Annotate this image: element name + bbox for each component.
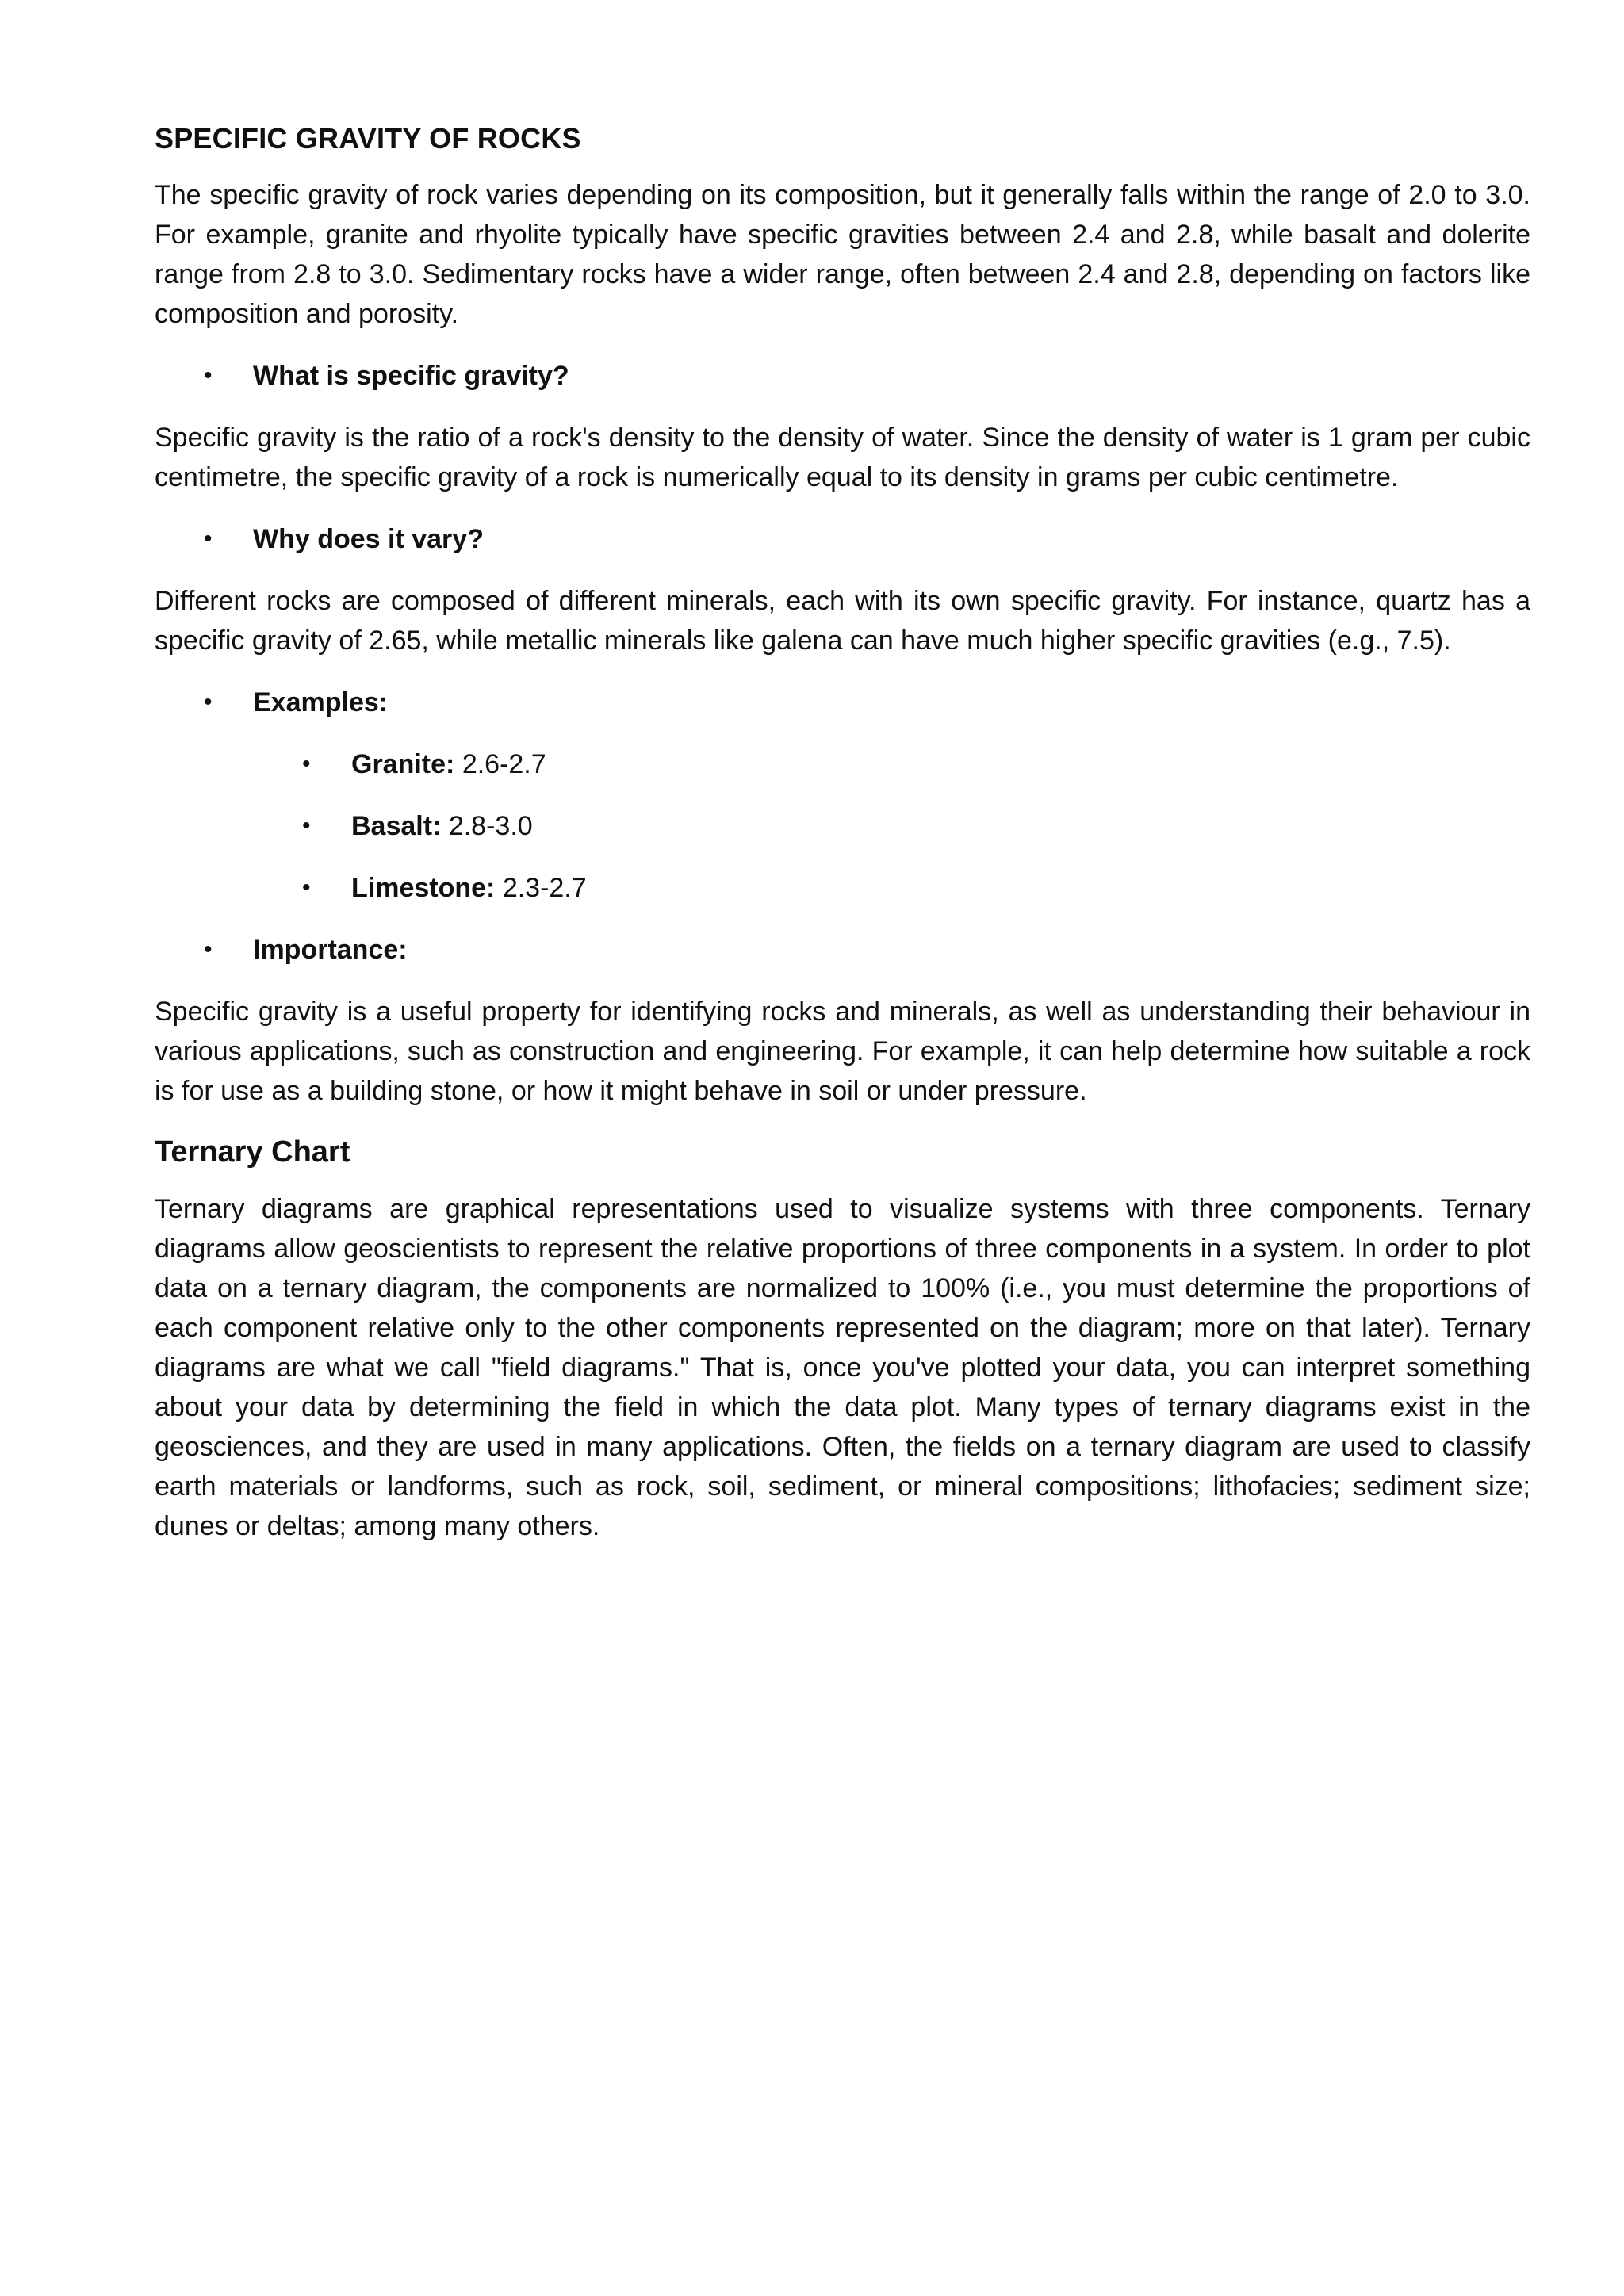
bullet-heading-importance: Importance: [253, 934, 408, 965]
bullet-heading-examples: Examples: [253, 687, 389, 718]
bullet-heading-why: Why does it vary? [253, 523, 484, 554]
page-title: SPECIFIC GRAVITY OF ROCKS [155, 122, 581, 155]
list-item [155, 356, 1530, 396]
section-title-ternary: Ternary Chart [155, 1135, 350, 1169]
example-item-limestone [155, 868, 1530, 908]
list-item [155, 683, 1530, 722]
bullet-icon: • [302, 812, 311, 839]
example-value: 2.6-2.7 [462, 748, 546, 779]
bullet-icon: • [204, 362, 213, 388]
example-value: 2.3-2.7 [502, 872, 587, 903]
intro-paragraph: The specific gravity of rock varies depending on its composition, but it generally falls within the range of 2.0 to 3.0. For example, granite and rhyolite typically have specific gravities between 2.4 and 2.8, while basalt and dolerite range from 2.8 to 3.0. Sedimentary rocks have a wider range, often between 2.4 and 2.8, depending on factors like composition and porosity. [155, 179, 1530, 329]
bullet-list-examples [155, 683, 1530, 970]
example-value: 2.8-3.0 [448, 810, 533, 841]
example-name: Limestone: [351, 872, 496, 903]
list-item [155, 930, 1530, 970]
example-name: Basalt: [351, 810, 442, 841]
example-item-basalt [155, 806, 1530, 846]
why-paragraph: Different rocks are composed of different minerals, each with its own specific gravity. For instance, quartz has a specific gravity of 2.65, while metallic minerals like galena can have much higher specific gravities (e.g., 7.5). [155, 585, 1530, 656]
bullet-icon: • [302, 874, 311, 901]
example-item-granite [155, 744, 1530, 784]
bullet-icon: • [204, 688, 213, 715]
bullet-list-what [155, 356, 1530, 396]
list-item [155, 519, 1530, 559]
bullet-icon: • [204, 525, 213, 552]
example-name: Granite: [351, 748, 455, 779]
bullet-heading-what: What is specific gravity? [253, 360, 569, 391]
bullet-icon: • [302, 750, 311, 777]
importance-paragraph: Specific gravity is a useful property for identifying rocks and minerals, as well as understanding their behaviour in various applications, such as construction and engineering. For example, it can help determine how suitable a rock is for use as a building stone, or how it might behave in soil or under pressure. [155, 996, 1530, 1106]
ternary-paragraph: Ternary diagrams are graphical representations used to visualize systems with three components. Ternary diagrams allow geoscientists to represent the relative proportions of three components in a system. In order to plot data on a ternary diagram, the components are normalized to 100% (i.e., you must determine the proportions of each component relative only to the other components represented on the diagram; more on that later). Ternary diagrams are what we call "field diagrams." That is, once you've plotted your data, you can interpret something about your data by determining the field in which the data plot. Many types of ternary diagrams exist in the geosciences, and they are used in many applications. Often, the fields on a ternary diagram are used to classify earth materials or landforms, such as rock, soil, sediment, or mineral compositions; lithofacies; sediment size; dunes or deltas; among many others. [155, 1194, 1530, 1542]
document-content [155, 111, 1530, 1568]
bullet-list-why [155, 519, 1530, 559]
what-paragraph: Specific gravity is the ratio of a rock's density to the density of water. Since the density of water is 1 gram per cubic centimetre, the specific gravity of a rock is numerically equal to its density in grams per cubic centimetre. [155, 422, 1530, 492]
bullet-icon: • [204, 936, 213, 962]
